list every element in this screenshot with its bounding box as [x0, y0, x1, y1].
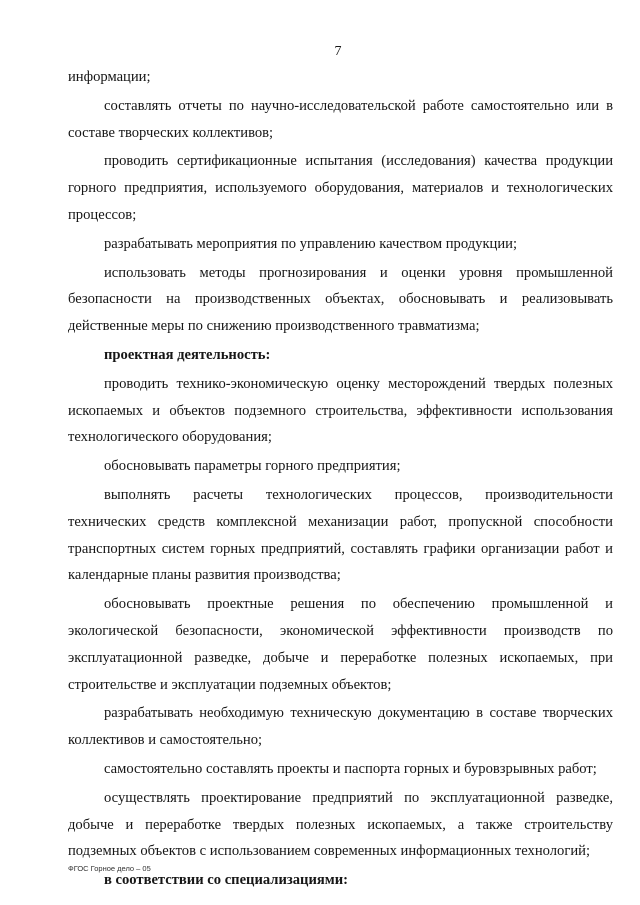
paragraph: использовать методы прогнозирования и оценки уровня промышленной безопасности на производственных объектах, обосновывать и реализовывать действенные меры по снижению производственного травматизма;	[68, 264, 613, 335]
paragraph: информации;	[68, 69, 151, 85]
paragraph: разрабатывать необходимую техническую документацию в составе творческих коллективов и самостоятельно;	[68, 705, 613, 749]
document-body	[68, 64, 613, 896]
paragraph: составлять отчеты по научно-исследовательской работе самостоятельно или в составе творческих коллективов;	[68, 97, 613, 141]
paragraph: обосновывать параметры горного предприятия;	[104, 458, 401, 475]
section-heading: в соответствии со специализациями:	[104, 872, 348, 889]
page-number: 7	[334, 44, 342, 59]
paragraph: выполнять расчеты технологических процессов, производительности технических средств комплексной механизации работ, пропускной способности транспортных систем горных предприятий, составлять графики организации работ и календарные планы развития производства;	[68, 486, 613, 584]
paragraph: проводить технико-экономическую оценку месторождений твердых полезных ископаемых и объектов подземного строительства, эффективности использования технологического оборудования;	[68, 375, 613, 446]
paragraph: обосновывать проектные решения по обеспечению промышленной и экологической безопасности, экономической эффективности производств по эксплуатационной разведке, добыче и переработке полезных ископаемых, при строительстве и эксплуатации подземных объектов;	[68, 596, 613, 693]
paragraph: разрабатывать мероприятия по управлению качеством продукции;	[104, 235, 518, 252]
paragraph: осуществлять проектирование предприятий по эксплуатационной разведке, добыче и переработке твердых полезных ископаемых, а также строительству подземных объектов с использованием современных информационных технологий;	[68, 789, 613, 860]
paragraph: проводить сертификационные испытания (исследования) качества продукции горного предприятия, используемого оборудования, материалов и технологических процессов;	[68, 153, 613, 223]
footer-document-code: ФГОС Горное дело – 05	[68, 864, 151, 873]
section-heading: проектная деятельность:	[104, 346, 271, 363]
paragraph: самостоятельно составлять проекты и паспорта горных и буровзрывных работ;	[104, 760, 597, 777]
